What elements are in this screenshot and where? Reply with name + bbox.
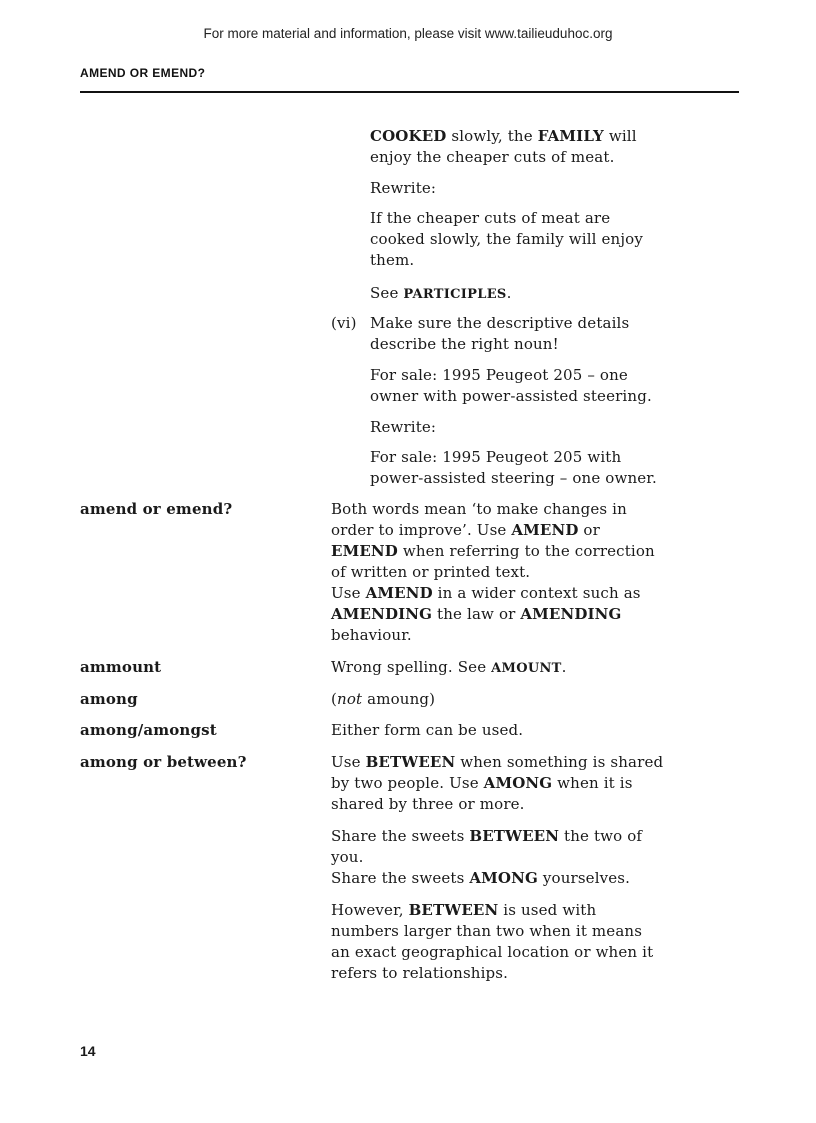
definition-amend-or-emend (331, 499, 751, 646)
definition-among-amongst: Either form can be used. (331, 721, 524, 739)
rewrite-label-2: Rewrite: (370, 418, 437, 436)
site-banner: For more material and information, please visit www.tailieuduhoc.org (203, 26, 613, 41)
text-run: yourselves. (537, 869, 631, 887)
text-run: Share the sweets (331, 827, 470, 845)
caps-term: BETWEEN (365, 753, 456, 771)
caps-term: AMENDING (331, 605, 433, 623)
item-vi-text (370, 313, 750, 355)
text-line: enjoy the cheaper cuts of meat. (370, 148, 615, 166)
text-line: Make sure the descriptive details (370, 314, 630, 332)
text-run: when it is (552, 774, 633, 792)
text-line: you. (331, 848, 364, 866)
cross-reference: AMOUNT (491, 661, 562, 676)
text-line: For sale: 1995 Peugeot 205 – one (370, 366, 628, 384)
caps-term: COOKED (370, 127, 447, 145)
text-run: However, (331, 901, 409, 919)
text-run: the two of (559, 827, 643, 845)
running-head: AMEND OR EMEND? (80, 66, 206, 80)
caps-term: AMEND (511, 521, 579, 539)
caps-term: AMONG (469, 869, 538, 887)
text-run: when something is shared (455, 753, 664, 771)
example-2 (370, 365, 750, 407)
text-run: in a wider context such as (432, 584, 641, 602)
definition-among-or-between (331, 752, 751, 815)
text-run: Wrong spelling. See (331, 658, 492, 676)
text-run: when referring to the correction (397, 542, 655, 560)
see-participles (370, 283, 512, 305)
item-vi-label: (vi) (331, 314, 357, 332)
definition-ammount (331, 657, 567, 679)
headword-ammount: ammount (80, 658, 162, 676)
caps-term: AMONG (483, 774, 553, 792)
italic-term: not (337, 690, 363, 708)
caps-term: FAMILY (537, 127, 604, 145)
text-line: of written or printed text. (331, 563, 531, 581)
text-run: the law or (432, 605, 521, 623)
caps-term: BETWEEN (469, 827, 560, 845)
text-line: numbers larger than two when it means (331, 922, 643, 940)
text-line: shared by three or more. (331, 795, 525, 813)
continued-example-1 (370, 126, 750, 168)
text-run: amoung) (362, 690, 436, 708)
text-run: Use (331, 753, 366, 771)
text-run: is used with (498, 901, 597, 919)
text-run: slowly, the (446, 127, 538, 145)
text-run: Use (331, 584, 366, 602)
text-line: For sale: 1995 Peugeot 205 with (370, 448, 622, 466)
caps-term: BETWEEN (408, 901, 499, 919)
text-line: describe the right noun! (370, 335, 559, 353)
headword-among-or-between: among or between? (80, 753, 247, 771)
caps-term: AMEND (365, 584, 433, 602)
text-line: power-assisted steering – one owner. (370, 469, 657, 487)
text-line: owner with power-assisted steering. (370, 387, 652, 405)
cross-reference: PARTICIPLES (403, 287, 507, 302)
text-run: See (370, 284, 404, 302)
rewrite-label-1: Rewrite: (370, 179, 437, 197)
text-run: will (603, 127, 637, 145)
text-line: behaviour. (331, 626, 412, 644)
text-run: . (561, 658, 567, 676)
example-share-sweets (331, 826, 751, 889)
definition-among (331, 689, 435, 710)
text-run: Share the sweets (331, 869, 470, 887)
text-line: an exact geographical location or when it (331, 943, 654, 961)
text-run: or (578, 521, 600, 539)
caps-term: EMEND (331, 542, 398, 560)
headword-amend-or-emend: amend or emend? (80, 500, 233, 518)
text-run: order to improve’. Use (331, 521, 512, 539)
text-run: ( (331, 690, 338, 708)
note-however-between (331, 900, 751, 984)
headword-among-amongst: among/amongst (80, 721, 217, 739)
headword-among: among (80, 690, 138, 708)
text-line: refers to relationships. (331, 964, 509, 982)
rewrite-answer-2 (370, 447, 750, 489)
text-line: cooked slowly, the family will enjoy (370, 230, 643, 248)
page-number: 14 (80, 1043, 96, 1059)
text-run: by two people. Use (331, 774, 484, 792)
header-rule (80, 91, 739, 93)
text-run: . (506, 284, 512, 302)
text-line: If the cheaper cuts of meat are (370, 209, 611, 227)
text-line: them. (370, 251, 415, 269)
rewrite-answer-1 (370, 208, 750, 271)
text-line: Both words mean ‘to make changes in (331, 500, 627, 518)
caps-term: AMENDING (520, 605, 622, 623)
